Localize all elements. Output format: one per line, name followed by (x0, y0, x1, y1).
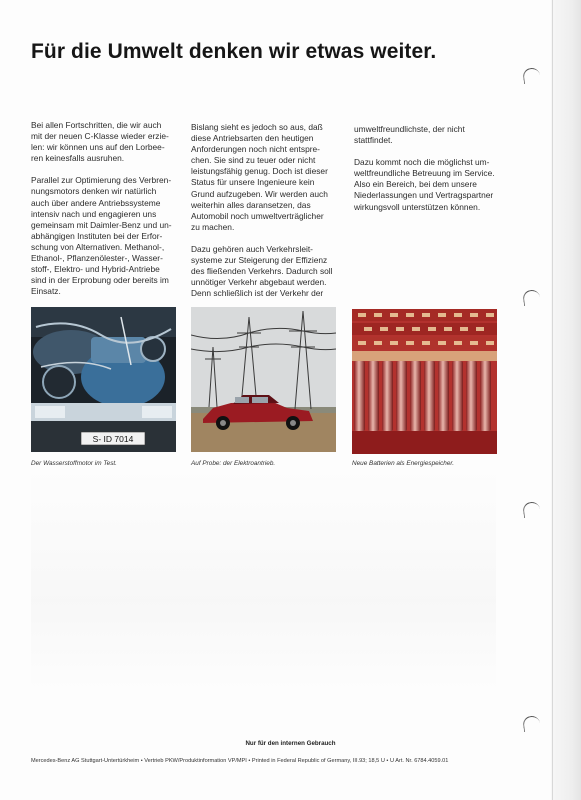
page-edge-shadow (551, 0, 581, 800)
paragraph: Dazu gehören auch Verkehrsleit- systeme zur Steigerung der Effizienz des fließenden Verkehrs. Dadurch soll unnötiger Verkehr abgebaut werden. Denn schließlich ist der Verkehr der (191, 243, 333, 299)
page-title: Für die Umwelt denken wir etwas weiter. (31, 40, 437, 63)
paragraph: Parallel zur Optimierung des Verbren- nungsmotors denken wir natürlich auch über andere Antriebssysteme intensiv nach und engagieren uns gemeinsam mit Daimler-Benz und un- abhängigen Instituten bei der Erfor- schung von Alternativen. Methanol-, Ethanol-, Pflanzenölester-, Wasser- stoff-, Elektro- und Hybrid-Antriebe sind in der Erprobung oder bereits im Einsatz. (31, 175, 172, 297)
page-edge-line (552, 0, 553, 800)
photo-electric-car (191, 307, 336, 452)
imprint-line: Mercedes-Benz AG Stuttgart-Untertürkheim • Vertrieb PKW/Produktinformation VP/MPI • Printed in Federal Republic of Germany, III.93; 18,5 U • U Art. Nr. 6784.4059.01 (31, 758, 449, 764)
photo-caption: Der Wasserstoffmotor im Test. (31, 460, 117, 467)
binder-hole-mark (522, 67, 541, 84)
photo-batteries (352, 309, 497, 454)
binder-hole-mark (522, 715, 541, 732)
internal-use-note: Nur für den internen Gebrauch (245, 740, 336, 747)
binder-hole-mark (522, 289, 541, 306)
photo-caption: Auf Probe: der Elektroantrieb. (191, 460, 276, 467)
paragraph: Bislang sieht es jedoch so aus, daß diese Antriebsarten den heutigen Anforderungen noch nicht entspre- chen. Sie sind zu teuer oder nicht leistungsfähig genug. Doch ist dieser Status für unsere Ingenieure kein Grund aufzugeben. Wir werden auch weiterhin alles daransetzen, das Automobil noch umweltverträglicher zu machen. (191, 122, 328, 232)
text-column-2 (191, 122, 339, 310)
paragraph: umweltfreundlichste, der nicht stattfindet. (354, 124, 465, 146)
text-column-1 (31, 120, 179, 308)
show-through-area (31, 468, 496, 690)
batteries-photo-graphic (352, 309, 497, 454)
photo-hydrogen-engine (31, 307, 176, 452)
text-column-3 (354, 124, 502, 224)
paragraph: Bei allen Fortschritten, die wir auch mit der neuen C-Klasse wieder erzie- len: wir können uns auf den Lorbee- ren keinesfalls ausruhen. (31, 120, 169, 164)
paragraph: Dazu kommt noch die möglichst um- weltfreundliche Betreuung im Service. Also ein Bereich, bei dem unsere Niederlassungen und Vertragspartner wirkungsvoll unterstützen können. (354, 157, 495, 212)
photo-caption: Neue Batterien als Energiespeicher. (352, 460, 455, 467)
electric-car-photo-graphic (191, 307, 336, 452)
license-plate: S- ID 7014 (92, 434, 134, 444)
binder-hole-mark (522, 501, 541, 518)
engine-photo-graphic (31, 307, 176, 452)
